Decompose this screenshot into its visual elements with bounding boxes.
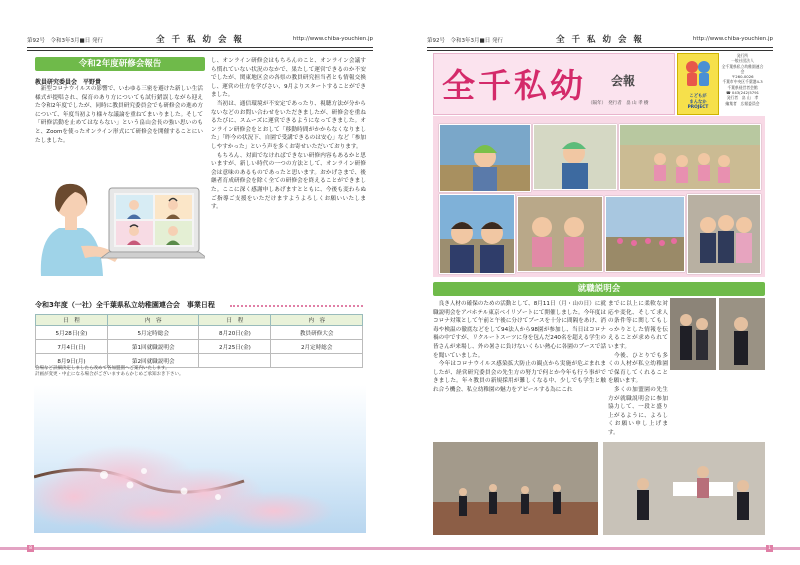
table-cell: 教員研修大会 [271, 326, 363, 340]
article-text-col1: 良き人材の確保のための活動として、8月11日（月・山の日）に就職説明会をアパホテル東京ベイリゾートにて開催しました。今年度はコロナ対策として午前と午後に分けてブースを十分に間隔をあけ、消毒や検温の徹底などをして94法人から98園が参加し、当日はコロナ禍の中ですが、リクルートスーツに身を包んだ240名を超える学生の皆さんが来場し、外の暑さに負けないくらい熱心に各園のブースで話を聞いていました。 今年はコロナウイルス感染拡大防止の観点から実施が危ぶまれましたが、経営研究委員会の先生方の努力で何とか今年も行う事ができました。年々教員の新規採用が難しくなる中、少しでも学生と触れ合う機会、私立幼稚園の魅力をアピールする為にこれ [433, 301, 606, 393]
article-text-col2: し、オンライン研修会はもちろんのこと、オンライン会議すら慣れていない状況のなかで、果たして運営できるのか不安でしたが、関東地区会の各県の教員研究担当者とも情報交換し、運営の仕方を学びさい、9月よりスタートすることができました。 当初は、通信環境が不安定であったり、視聴方法が分からないなどのお問い合わせをいただきましたが、研修会を重ねるたびに、スムーズに運営できるようになってきました。オンライン研修会をとおして「移動時間がかからなくなりました」「昨今の状況下、自園で受講できるのは安心」など「参加しやすかった」という声を多くお寄せいただいております。 もちろん、対面でなければできない研修内容もあるかと思いますが、新しい時代の一つの方法として、オンライン研修会は意味のあるものであったと思います。おかげさまで、後継者育成研修会を除く全ての研修会を終えることができました。ここに深く感謝申しあげますとともに、今後も変わらぬご指導ご支援をいただけますようよろしくお願いいたします。 [211, 58, 366, 211]
collage-photo [517, 196, 603, 272]
page-number: 8 [27, 545, 34, 552]
table-row [36, 340, 363, 354]
schedule-note: 会場など詳細決定しましたら改めて各加盟園へご案内いたします。 計画が変更・中止になる場合がございますあらかじめご承知おき下さい。 [35, 366, 184, 378]
collage-photo [605, 196, 685, 272]
article-text-col1: 新型コロナウイルスの影響で、いわゆる三密を避けた新しい生活様式が提唱され、保育のあり方についても試行錯誤しながら迎えた令和2年度でしたが、同時に教員研究委員会でも研修会の進め方について、年度当初より様々な議論を重ねてまいりました。そして「研修活動を止めてはならない」という畠山会長の強い思いのもと、Zoomを使ったオンライン形式にて研修会を開催することにいたしました。 [35, 86, 203, 144]
table-cell: 5月定時総会 [107, 326, 199, 340]
collage-photo [439, 194, 515, 274]
masthead-publisher-line: （隔年） 発行者 畠 山 孝 樹 [588, 101, 649, 106]
schedule-title: 令和3年度（一社）全千葉県私立幼稚園連合会 事業日程 [35, 301, 215, 309]
masthead-title: 全千私幼 [442, 66, 586, 105]
table-cell: 5月28日(金) [36, 326, 108, 340]
article-text-col2-top: までに以上に柔軟な対応や変化、そして求人の条件等に関してもしっかりとした情報を伝えることが求められています。 今後、ひとりでも多くの人材が私立幼稚園で保育してくれることを願います。 多くの加盟園の先生方が就職説明会に参加協力して、一段と盛り上がるように、よろしくお願い申し上げます。 [608, 301, 668, 436]
schedule-header-date2: 日 程 [199, 315, 271, 326]
header-title: 全 千 私 幼 会 報 [156, 35, 244, 45]
issue-label: 第92号 令和3年3月■日 発行 [27, 38, 103, 44]
schedule-header-row [36, 315, 363, 326]
table-row [36, 326, 363, 340]
collage-photo [439, 124, 531, 192]
table-cell [271, 354, 363, 368]
page-number: 1 [766, 545, 773, 552]
footer-bar [400, 547, 800, 550]
issue-label: 第92号 令和3年3月■日 発行 [427, 38, 503, 44]
schedule-header-content1: 内 容 [107, 315, 199, 326]
header-title: 全 千 私 幼 会 報 [556, 35, 644, 45]
header-rule [27, 47, 373, 48]
fair-photo [433, 442, 598, 535]
masthead [433, 53, 675, 115]
schedule-title-dots [230, 305, 363, 307]
schedule-table [35, 314, 363, 368]
header-url[interactable]: http://www.chiba-youchien.jp [692, 36, 773, 42]
page-header [27, 33, 373, 45]
table-cell: 第1回就職説明会 [107, 340, 199, 354]
footer-bar [0, 547, 400, 550]
article-byline: 教員研究委員会 平野貴 [35, 79, 102, 86]
table-cell: 2月定時総会 [271, 340, 363, 354]
header-rule-thin [427, 50, 773, 51]
fair-photo [670, 298, 716, 370]
project-label: こどもが まんなか PROJECT [687, 94, 709, 111]
schedule-header-date1: 日 程 [36, 315, 108, 326]
table-cell: 2月25日(金) [199, 340, 271, 354]
collage-photo [687, 194, 761, 274]
kindergarten-photo-collage [433, 116, 765, 277]
children-icon [682, 58, 714, 88]
header-rule-thin [27, 50, 373, 51]
table-cell [199, 354, 271, 368]
kodomo-project-logo [677, 53, 719, 115]
table-cell: 8月20日(金) [199, 326, 271, 340]
cherry-blossom-photo [34, 385, 366, 533]
section-title-banner: 令和2年度研修会報告 [35, 57, 205, 71]
publisher-info: 発行所 一般社団法人 全千葉県私立幼稚園連合会 〒260-0026 千葉市中央区千葉港4-3 千葉県経営者会館 ☎ 043(242)5791 発行者 畠 山 孝 編集者 広報委員会 [721, 53, 764, 106]
section-title-banner: 就職説明会 [433, 282, 765, 296]
schedule-header-content2: 内 容 [271, 315, 363, 326]
table-cell: 8月9日(月) [36, 354, 108, 368]
collage-photo [619, 124, 761, 190]
header-rule [427, 47, 773, 48]
page-header [427, 33, 773, 45]
collage-photo [533, 124, 617, 190]
table-cell: 7月4日(日) [36, 340, 108, 354]
masthead-subtitle: 会報 [611, 74, 636, 88]
table-cell: 第2回就職説明会 [107, 354, 199, 368]
fair-photo [603, 442, 765, 535]
online-meeting-illustration [35, 168, 205, 276]
fair-photo [719, 298, 765, 370]
header-url[interactable]: http://www.chiba-youchien.jp [292, 36, 373, 42]
